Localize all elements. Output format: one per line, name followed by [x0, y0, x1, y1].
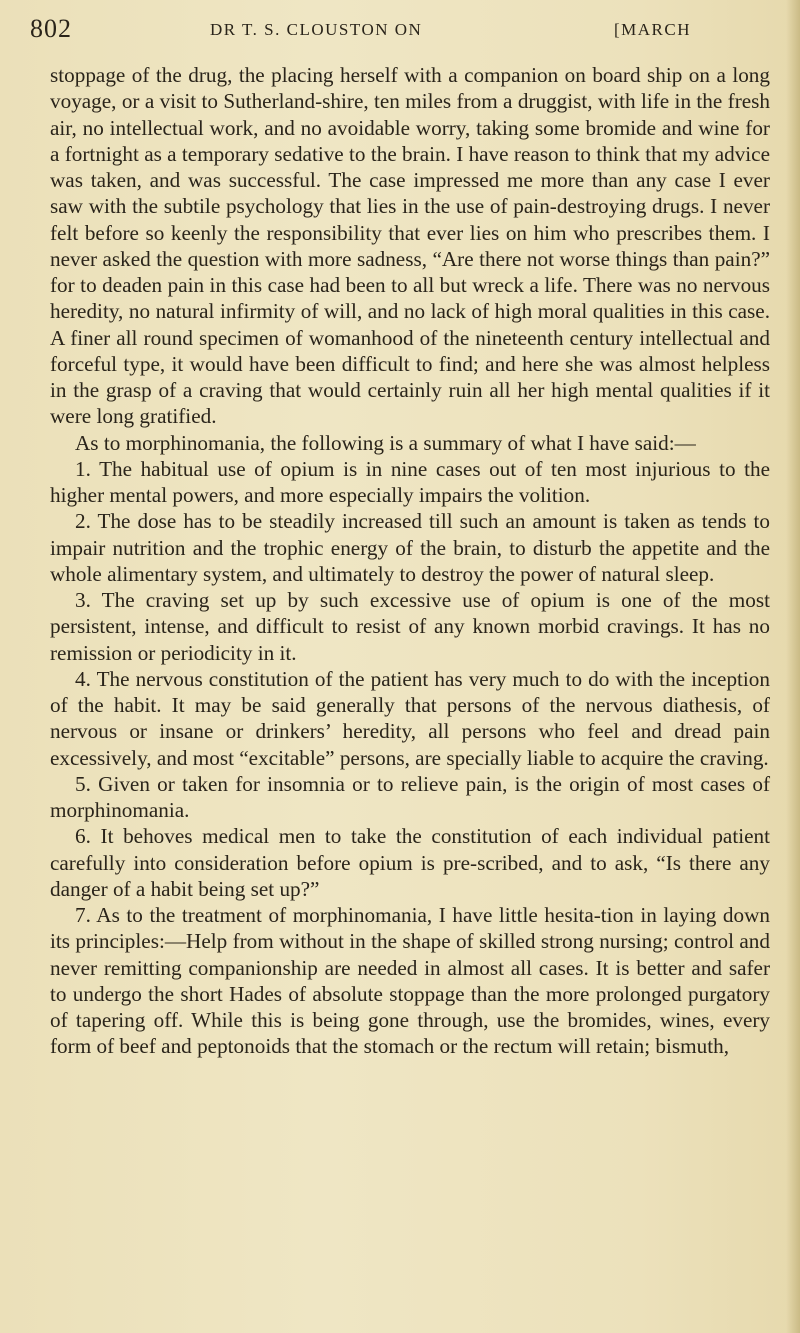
paragraph-summary-intro: As to morphinomania, the following is a summary of what I have said:—: [75, 430, 696, 455]
list-item: 5. Given or taken for insomnia or to relieve pain, is the origin of most cases of morphinomania.: [50, 771, 770, 822]
paragraph-continuation: stoppage of the drug, the placing herself with a companion on board ship on a long voyage, or a visit to Sutherland-shire, ten miles from a druggist, with life in the fresh air, no intellectual work, and no avoidable worry, taking some bromide and wine for a fortnight as a temporary sedative to the brain. I have reason to think that my advice was taken, and was successful. The case impressed me more than any case I ever saw with the subtile psychology that lies in the use of pain-destroying drugs. I never felt before so keenly the responsibility that ever lies on him who prescribes them. I never asked the question with more sadness, “Are there not worse things than pain?” for to deaden pain in this case had been to all but wreck a life. There was no nervous heredity, no natural infirmity of will, and no lack of high moral qualities in this case. A finer all round specimen of womanhood of the nineteenth century intellectual and forceful type, it would have been difficult to find; and here she was almost helpless in the grasp of a craving that would certainly ruin all her high mental qualities if it were long gratified.: [50, 63, 770, 429]
page-number: 802: [30, 14, 72, 43]
page-edge-shadow: [786, 0, 800, 1333]
running-head: DR T. S. CLOUSTON ON: [210, 20, 423, 39]
list-item: 7. As to the treatment of morphinomania, I have little hesita-tion in laying down its principles:—Help from without in the shape of skilled strong nursing; control and never remitting companionship are needed in almost all cases. It is better and safer to undergo the short Hades of absolute stoppage than the more prolonged purgatory of tapering off. While this is being gone through, use the bromides, wines, every form of beef and peptonoids that the stomach or the rectum will retain; bismuth,: [50, 903, 770, 1059]
list-item: 2. The dose has to be steadily increased till such an amount is taken as tends to impair nutrition and the trophic energy of the brain, to disturb the appetite and the whole alimentary system, and ultimately to destroy the power of natural sleep.: [50, 509, 770, 586]
list-item: 3. The craving set up by such excessive use of opium is one of the most persistent, intense, and difficult to resist of any known morbid cravings. It has no remission or periodicity in it.: [50, 588, 770, 665]
list-item: 4. The nervous constitution of the patient has very much to do with the inception of the habit. It may be said generally that persons of the nervous diathesis, of nervous or insane or drinkers’ heredity, all persons who feel and dread pain excessively, and most “excitable” persons, are specially liable to acquire the craving.: [50, 666, 770, 770]
body-text: [50, 62, 770, 1060]
running-section: [MARCH: [614, 20, 692, 39]
page-header: [30, 14, 770, 54]
list-item: 1. The habitual use of opium is in nine cases out of ten most injurious to the higher mental powers, and more especially impairs the volition.: [50, 456, 770, 507]
list-item: 6. It behoves medical men to take the constitution of each individual patient carefully into consideration before opium is pre-scribed, and to ask, “Is there any danger of a habit being set up?”: [50, 824, 770, 901]
